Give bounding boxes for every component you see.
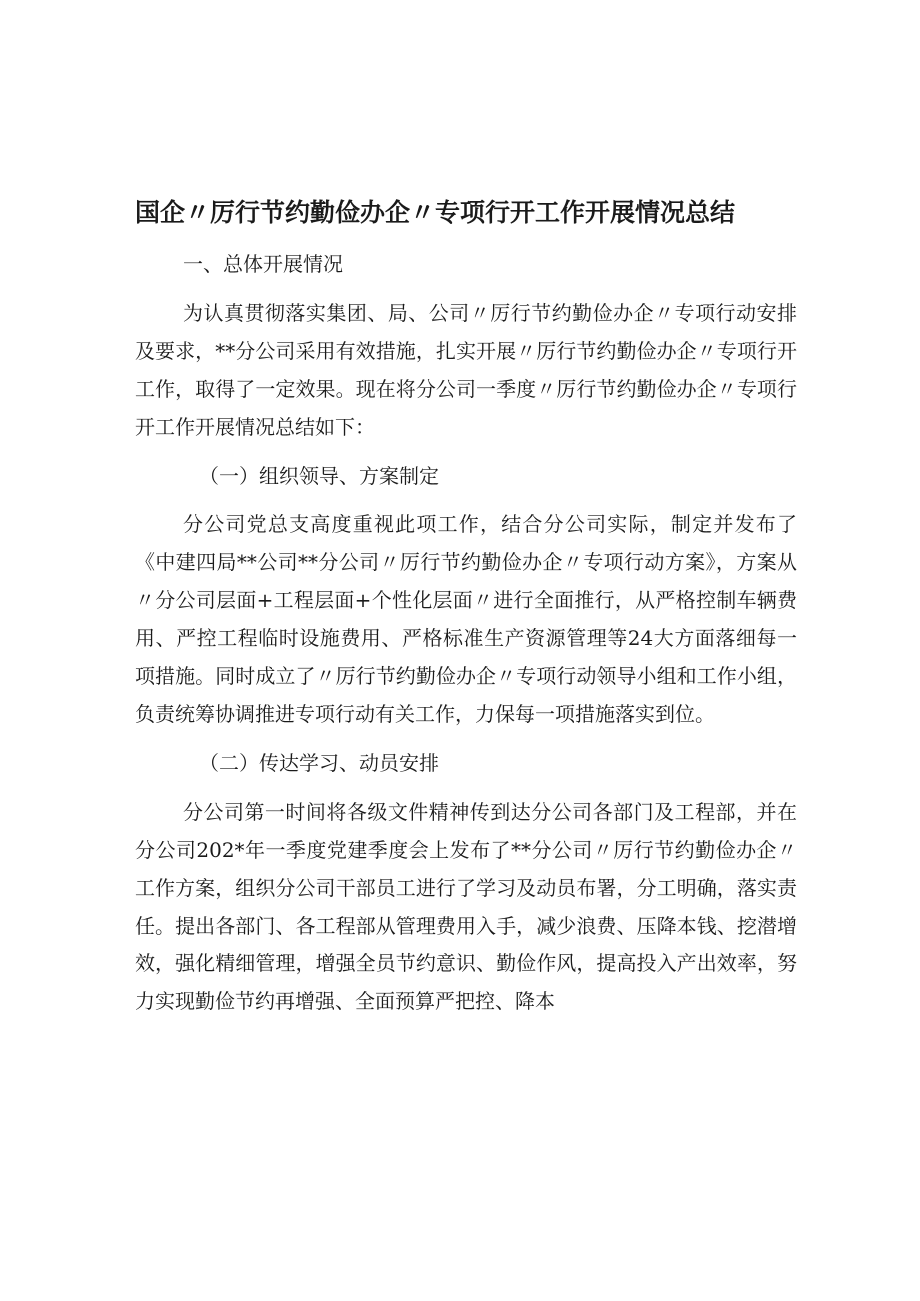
document-body [135,246,797,1021]
intro-paragraph: 为认真贯彻落实集团、局、公司〃厉行节约勤俭办企〃专项行动安排及要求，**分公司采用有效措施，扎实开展〃厉行节约勤俭办企〃专项行开工作，取得了一定效果。现在将分公司一季度〃厉行节约勤俭办企〃专项行开工作开展情况总结如下： [135,300,797,439]
subsection-heading-organization: （一）组织领导、方案制定 [199,463,439,488]
subsection-heading-mobilization: （二）传达学习、动员安排 [199,750,439,775]
organization-paragraph: 分公司党总支高度重视此项工作，结合分公司实际，制定并发布了《中建四局**公司**分公司〃厉行节约勤俭办企〃专项行动方案》，方案从〃分公司层面+工程层面+个性化层面〃进行全面推行，从严格控制车辆费用、严控工程临时设施费用、严格标准生产资源管理等24大方面落细每一项措施。同时成立了〃厉行节约勤俭办企〃专项行动领导小组和工作小组，负责统筹协调推进专项行动有关工作，力保每一项措施落实到位。 [135,512,797,726]
section-heading-overall: 一、总体开展情况 [183,252,343,276]
document-title: 国企〃厉行节约勤俭办企〃专项行开工作开展情况总结 [135,198,736,227]
mobilization-paragraph: 分公司第一时间将各级文件精神传到达分公司各部门及工程部，并在分公司202*年一季度党建季度会上发布了**分公司〃厉行节约勤俭办企〃工作方案，组织分公司干部员工进行了学习及动员布署，分工明确，落实责任。提出各部门、各工程部从管理费用入手，减少浪费、压降本钱、挖潜增效，强化精细管理，增强全员节约意识、勤俭作风，提高投入产出效率，努力实现勤俭节约再增强、全面预算严把控、降本 [135,799,797,1014]
